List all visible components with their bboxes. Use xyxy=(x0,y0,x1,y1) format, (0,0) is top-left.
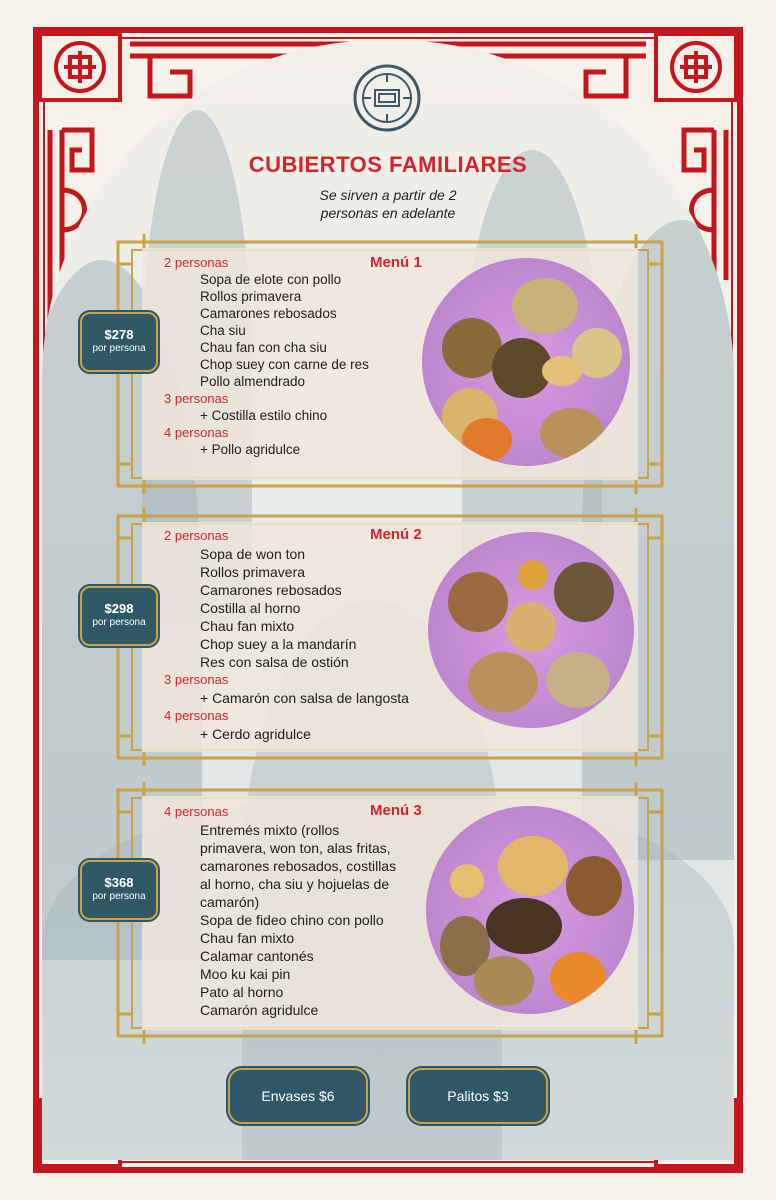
list-item: Pato al horno xyxy=(200,984,284,1000)
list-item: Sopa de won ton xyxy=(200,546,306,562)
food-photo xyxy=(422,258,630,466)
list-item: Chau fan mixto xyxy=(200,930,295,946)
list-item: + Camarón con salsa de langosta xyxy=(200,690,409,706)
menu-title: Menú 2 xyxy=(370,526,422,543)
list-item: Costilla al horno xyxy=(200,600,301,616)
list-item: Sopa de fideo chino con pollo xyxy=(200,912,384,928)
menu-panel-1 xyxy=(114,234,666,494)
list-item: Cha siu xyxy=(200,323,246,338)
list-item: + Pollo agridulce xyxy=(200,442,301,457)
page-title: CUBIERTOS FAMILIARES xyxy=(248,152,528,177)
group-heading: 2 personas xyxy=(164,528,229,543)
menu-title: Menú 3 xyxy=(370,802,422,819)
list-item: Camarón agridulce xyxy=(200,1002,319,1018)
page-subtitle: Se sirven a partir de 2 personas en adelante xyxy=(319,187,457,221)
menu-item-list xyxy=(164,527,409,743)
list-item: Chau fan mixto xyxy=(200,618,295,634)
list-item: Entremés mixto (rollos primavera, won ton, alas fritas, camarones rebosados, costillas al horno, cha siu y hojuelas de camarón) xyxy=(200,822,397,910)
list-item: + Costilla estilo chino xyxy=(200,408,328,423)
list-item: Pollo almendrado xyxy=(200,374,306,389)
group-heading: 4 personas xyxy=(164,804,229,819)
menu-item-list xyxy=(164,254,369,458)
price-badge-menu-1: $278 por persona xyxy=(80,312,158,372)
list-item: Camarones rebosados xyxy=(200,306,337,321)
containers-price-badge: Envases $6 xyxy=(228,1068,368,1124)
list-item: + Cerdo agridulce xyxy=(200,726,311,742)
list-item: Res con salsa de ostión xyxy=(200,654,349,670)
group-heading: 2 personas xyxy=(164,255,229,270)
list-item: Chop suey a la mandarín xyxy=(200,636,357,652)
menu-title: Menú 1 xyxy=(370,254,422,271)
list-item: Sopa de elote con pollo xyxy=(200,272,342,287)
group-heading: 3 personas xyxy=(164,391,229,406)
list-item: Calamar cantonés xyxy=(200,948,314,964)
group-heading: 4 personas xyxy=(164,425,229,440)
list-item: Chau fan con cha siu xyxy=(200,340,327,355)
menu-panel-3 xyxy=(114,782,666,1044)
menu-item-list xyxy=(164,803,400,1019)
list-item: Rollos primavera xyxy=(200,289,302,304)
menu-panel-2 xyxy=(114,508,666,766)
list-item: Chop suey con carne de res xyxy=(200,357,369,372)
list-item: Camarones rebosados xyxy=(200,582,342,598)
ornamental-emblem xyxy=(346,62,428,134)
food-photo xyxy=(426,806,634,1014)
list-item: Moo ku kai pin xyxy=(200,966,291,982)
price-badge-menu-3: $368 por persona xyxy=(80,860,158,920)
chopsticks-price-badge: Palitos $3 xyxy=(408,1068,548,1124)
group-heading: 3 personas xyxy=(164,672,229,687)
food-photo xyxy=(428,532,634,728)
list-item: Rollos primavera xyxy=(200,564,306,580)
price-badge-menu-2: $298 por persona xyxy=(80,586,158,646)
group-heading: 4 personas xyxy=(164,708,229,723)
